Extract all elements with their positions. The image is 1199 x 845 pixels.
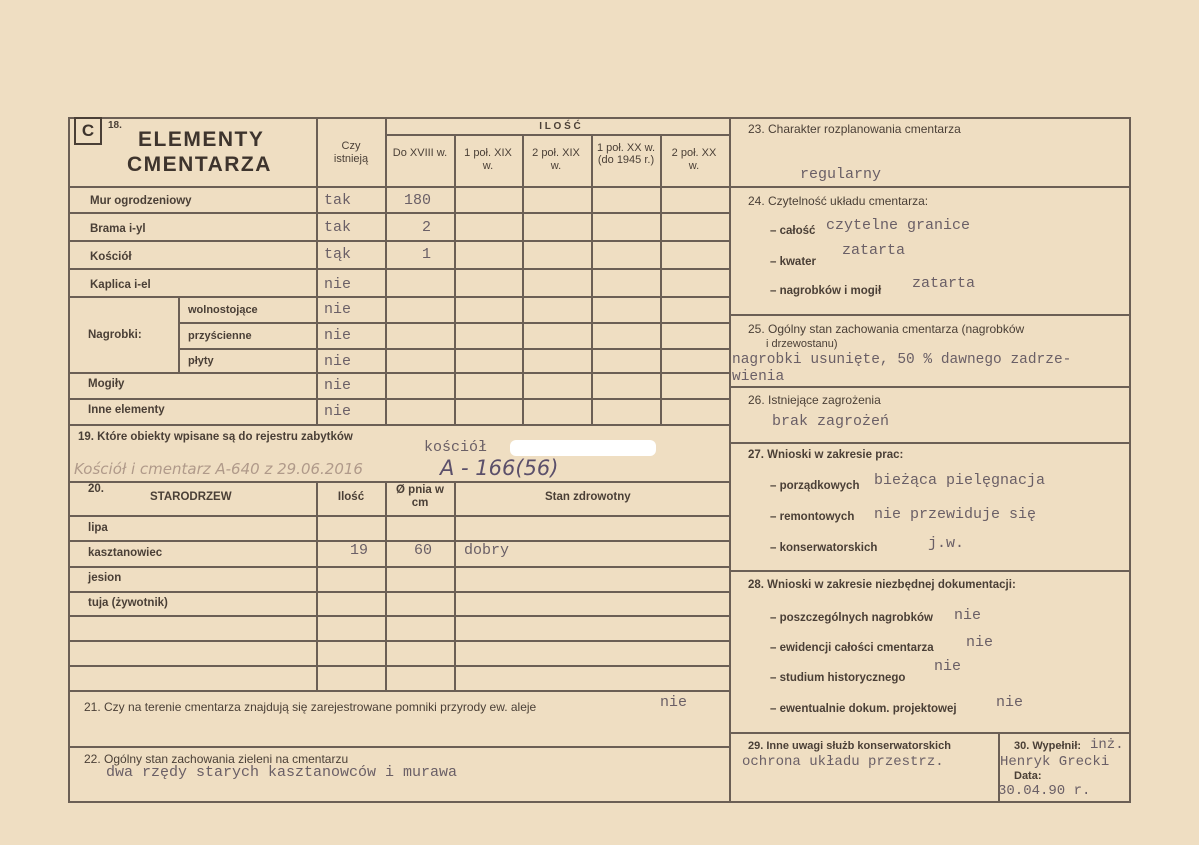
s24-kwater-label: – kwater (770, 256, 817, 268)
redaction-mark (510, 440, 656, 456)
tree-name: kasztanowiec (88, 547, 163, 559)
s28-label: 28. Wnioski w zakresie niezbędnej dokumentacji: (748, 579, 1016, 591)
s25-label-line2: i drzewostanu) (766, 338, 838, 350)
element-xviii: 180 (404, 192, 432, 209)
element-exists: nie (324, 301, 352, 318)
s27-porzadkowych-label: – porządkowych (770, 480, 860, 492)
s28-ewidencji-value: nie (966, 634, 994, 651)
card-letter: C (74, 117, 102, 145)
element-label: Brama i-yl (90, 223, 146, 235)
s28-projektowej-value: nie (996, 694, 1024, 711)
s28-poszczegolnych-value: nie (954, 607, 982, 624)
element-label: wolnostojące (188, 304, 258, 316)
element-exists: nie (324, 377, 352, 394)
s24-kwater-value: zatarta (842, 242, 906, 259)
col-2half-xix-header: 2 poł. XIX w. (532, 147, 580, 172)
s22-label: 22. Ogólny stan zachowania zieleni na cmentarzu (84, 752, 349, 766)
nagrobki-label: Nagrobki: (88, 329, 142, 341)
element-exists: nie (324, 353, 352, 370)
tree-count: 19 (350, 542, 369, 559)
s27-konserwatorskich-value: j.w. (928, 535, 965, 552)
title-line2: CMENTARZA (127, 153, 272, 176)
s19-registry-number: A - 166(56) (440, 456, 559, 480)
tree-health: dobry (464, 542, 510, 559)
s28-poszczegolnych-label: – poszczególnych nagrobków (770, 612, 933, 624)
s23-value: regularny (800, 166, 882, 183)
s28-projektowej-label: – ewentualnie dokum. projektowej (770, 703, 957, 715)
s21-label: 21. Czy na terenie cmentarza znajdują się zarejestrowane pomniki przyrody ew. aleje (84, 700, 537, 714)
element-exists: tąk (324, 246, 352, 263)
s27-remontowych-value: nie przewiduje się (874, 506, 1037, 523)
s30-date-value: 30.04.90 r. (998, 783, 1091, 799)
element-xviii: 1 (422, 246, 432, 263)
element-label: Inne elementy (88, 404, 165, 416)
s22-value: dwa rzędy starych kasztanowców i murawa (106, 764, 458, 781)
col-1half-xix-header: 1 poł. XIX w. (464, 147, 512, 172)
s30-value-line2: Henryk Grecki (1000, 754, 1110, 770)
s20-col-diameter: Ø pnia w cm (396, 484, 444, 509)
element-exists: tak (324, 192, 352, 209)
s26-value: brak zagrożeń (772, 413, 890, 430)
s25-label-line1: 25. Ogólny stan zachowania cmentarza (nagrobków (748, 322, 1025, 336)
s30-label: 30. Wypełnił: (1014, 740, 1082, 752)
s30-value-line1: inż. (1090, 737, 1124, 753)
element-exists: nie (324, 276, 352, 293)
tree-name: lipa (88, 522, 108, 534)
section-18-number: 18. (108, 120, 122, 131)
element-exists: nie (324, 327, 352, 344)
s20-col-health: Stan zdrowotny (545, 491, 631, 503)
element-label: przyścienne (188, 330, 252, 342)
s28-studium-value: nie (934, 658, 962, 675)
s24-nagrobkow-value: zatarta (912, 275, 976, 292)
s20-col-count: Ilość (337, 491, 365, 503)
element-label: Mur ogrodzeniowy (90, 195, 192, 207)
s24-nagrobkow-label: – nagrobków i mogił (770, 285, 882, 297)
s19-handwritten-note: Kościół i cmentarz A-640 z 29.06.2016 (74, 460, 363, 478)
s26-label: 26. Istniejące zagrożenia (748, 393, 881, 407)
tree-diameter: 60 (414, 542, 433, 559)
s27-remontowych-label: – remontowych (770, 511, 855, 523)
element-label: Mogiły (88, 378, 125, 390)
s19-typed-value: kościół (424, 439, 488, 456)
s28-ewidencji-label: – ewidencji całości cmentarza (770, 642, 934, 654)
element-exists: nie (324, 403, 352, 420)
s29-label: 29. Inne uwagi służb konserwatorskich (748, 740, 951, 752)
element-xviii: 2 (422, 219, 432, 236)
s24-calosc-label: – całość (770, 225, 816, 237)
s21-value: nie (660, 694, 688, 711)
tree-name: tuja (żywotnik) (88, 597, 168, 609)
s19-label: 19. Które obiekty wpisane są do rejestru zabytków (78, 431, 353, 443)
s24-calosc-value: czytelne granice (826, 217, 971, 234)
s20-col-tree: STARODRZEW (150, 491, 232, 503)
s25-value-line2: wienia (732, 369, 785, 385)
tree-name: jesion (88, 572, 122, 584)
col-quantity-header: I L O Ś Ć (539, 121, 581, 132)
element-label: Kościół (90, 251, 132, 263)
s27-konserwatorskich-label: – konserwatorskich (770, 542, 878, 554)
col-2half-xx-header: 2 poł. XX w. (671, 147, 717, 172)
s20-number: 20. (88, 483, 104, 495)
title-line1: ELEMENTY (138, 128, 265, 151)
element-label: Kaplica i-el (90, 279, 151, 291)
s29-value: ochrona układu przestrz. (742, 754, 944, 770)
s25-value-line1: nagrobki usunięte, 50 % dawnego zadrze- (732, 352, 1072, 368)
element-exists: tak (324, 219, 352, 236)
s24-label: 24. Czytelność układu cmentarza: (748, 194, 929, 208)
element-label: płyty (188, 355, 214, 367)
s23-label: 23. Charakter rozplanowania cmentarza (748, 122, 961, 136)
s28-studium-label: – studium historycznego (770, 672, 906, 684)
s30-date-label: Data: (1014, 770, 1042, 782)
col-1half-xx-header: 1 poł. XX w. (do 1945 r.) (596, 142, 656, 166)
col-xviii-header: Do XVIII w. (392, 147, 448, 159)
s27-porzadkowych-value: bieżąca pielęgnacja (874, 472, 1046, 489)
s27-label: 27. Wnioski w zakresie prac: (748, 449, 904, 461)
col-exists-header: Czy istnieją (333, 140, 369, 165)
